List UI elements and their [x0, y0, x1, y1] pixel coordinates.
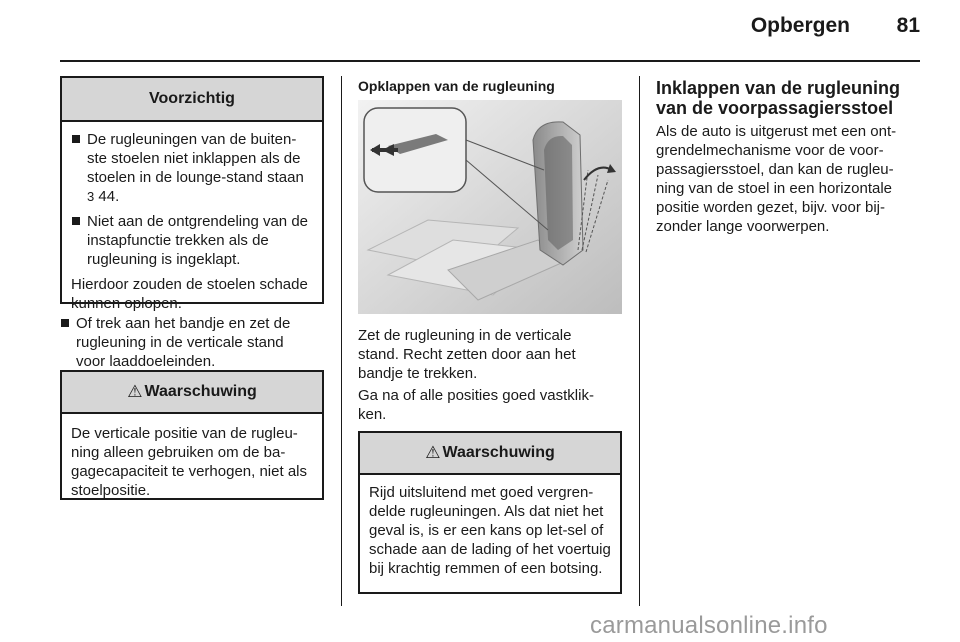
- right-section-text: Als de auto is uitgerust met een ont-grendelmechanisme voor de voor-passagiersstoel, dan kan de rugleu-ning van de stoel in een horizontale positie worden gezet, bijv. voor bij-zonder lange voorwerpen.: [656, 123, 897, 235]
- warning-box-2-heading: Waarschuwing: [442, 444, 555, 461]
- left-bullet: Of trek aan het bandje en zet de rugleuning in de verticale stand voor laaddoeleinden.: [60, 314, 316, 371]
- page-reference-icon: 3: [87, 189, 95, 204]
- page-header-title: Opbergen: [750, 14, 850, 37]
- warning-box-1-text: De verticale positie van de rugleu-ning alleen gebruiken om de ba-gagecapaciteit te verhogen, niet als stoelpositie.: [71, 425, 307, 499]
- page-number: 81: [896, 14, 920, 37]
- warning-box-1-heading-bar: [62, 372, 322, 414]
- caution-heading: Voorzichtig: [62, 78, 322, 122]
- figure-caption: Opklappen van de rugleuning: [358, 78, 555, 94]
- warning-box-1-heading: Waarschuwing: [144, 383, 257, 400]
- warning-icon: ⚠: [127, 382, 143, 401]
- caution-body: [62, 122, 322, 325]
- header-rule: [60, 60, 920, 62]
- column-divider-right: [639, 76, 640, 606]
- seat-illustration-icon: [358, 100, 622, 314]
- caution-bullet-2: Niet aan de ontgrendeling van de instapfunctie trekken als de rugleuning is ingeklapt.: [71, 212, 313, 269]
- warning-icon: ⚠: [425, 443, 441, 462]
- warning-box-2: [358, 431, 622, 594]
- warning-box-2-heading-bar: [360, 433, 620, 475]
- right-section-heading: Inklappen van de rugleuning van de voorpassagiersstoel: [656, 78, 901, 118]
- middle-paragraph-2: Ga na of alle posities goed vastklik-ken.: [358, 387, 594, 423]
- caution-bullet-1-text: De rugleuningen van de buiten-ste stoelen niet inklappen als de stoelen in de lounge-stand staan: [87, 131, 304, 186]
- warning-box-2-text: Rijd uitsluitend met goed vergren-delde rugleuningen. Als dat niet het geval is, is er een kans op let-sel of schade aan de lading of het voertuig bij krachtig remmen of een botsing.: [369, 484, 611, 577]
- warning-box-1: [60, 370, 324, 500]
- seat-figure: [358, 100, 622, 314]
- caution-box: [60, 76, 324, 312]
- middle-paragraph-1: Zet de rugleuning in de verticale stand. Recht zetten door aan het bandje te trekken.: [358, 327, 576, 382]
- column-divider-left: [341, 76, 342, 606]
- caution-bullet-1: [71, 130, 313, 206]
- watermark-text: carmanualsonline.info: [590, 612, 828, 639]
- page-reference: 44.: [98, 188, 120, 205]
- caution-note: Hierdoor zouden de stoelen schade kunnen oplopen.: [71, 276, 308, 312]
